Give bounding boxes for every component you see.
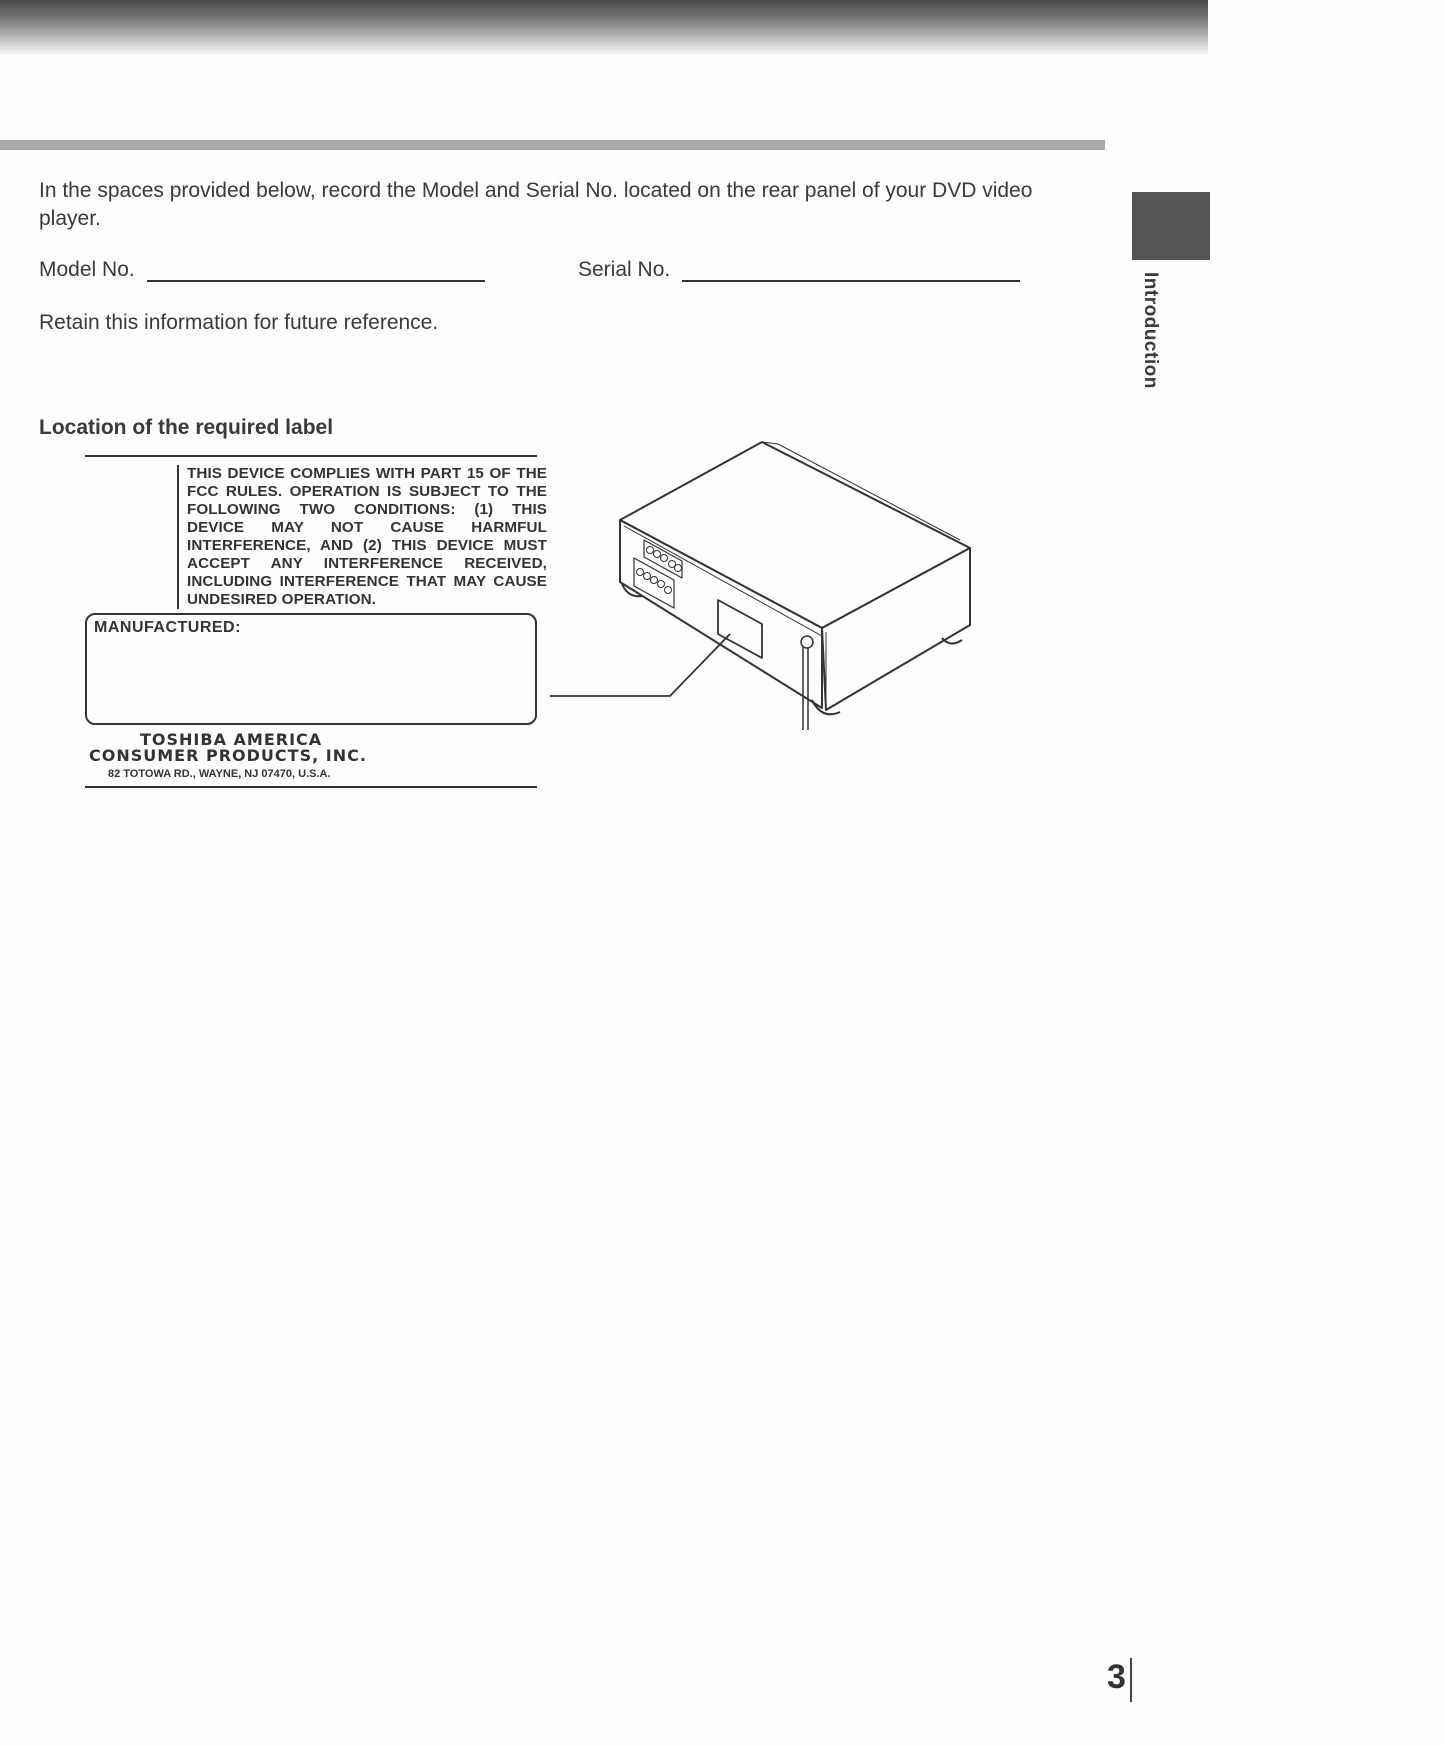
- label-bottom-rule: [85, 786, 537, 788]
- dvd-player-rear-illustration: [550, 430, 980, 730]
- model-number-label: Model No.: [39, 258, 135, 281]
- section-tab-label: Introduction: [1140, 272, 1161, 389]
- company-address: 82 TOTOWA RD., WAYNE, NJ 07470, U.S.A.: [108, 768, 331, 780]
- model-number-blank[interactable]: [147, 262, 485, 282]
- page-number: 3: [1107, 1658, 1126, 1696]
- label-callout-pointer: [550, 634, 730, 696]
- manufactured-box: [85, 613, 537, 725]
- serial-number-label: Serial No.: [578, 258, 671, 281]
- retain-note: Retain this information for future reference.: [39, 311, 439, 334]
- company-name-line1: TOSHIBA AMERICA: [140, 730, 323, 749]
- section-heading: Location of the required label: [39, 416, 334, 439]
- fcc-compliance-text: THIS DEVICE COMPLIES WITH PART 15 OF THE FCC RULES. OPERATION IS SUBJECT TO THE FOLLOWING TWO CONDITIONS: (1) THIS DEVICE MAY NOT CAUSE HARMFUL INTERFERENCE, AND (2) THIS DEVICE MUST ACCEPT ANY INTERFERENCE RECEIVED, INCLUDING INTERFERENCE THAT MAY CAUSE UNDESIRED OPERATION.: [177, 465, 547, 609]
- model-number-field: [39, 258, 485, 282]
- intro-paragraph: In the spaces provided below, record the Model and Serial No. located on the rear panel of your DVD video player.: [39, 179, 1033, 230]
- manufactured-label: MANUFACTURED:: [94, 619, 241, 636]
- header-gradient-band: [0, 0, 1208, 55]
- label-top-rule: [85, 455, 537, 457]
- company-name-line2: CONSUMER PRODUCTS, INC.: [89, 746, 367, 765]
- section-tab-marker: [1132, 192, 1210, 260]
- page-number-bar: [1130, 1658, 1132, 1702]
- header-rule: [0, 140, 1105, 150]
- serial-number-field: [578, 258, 1020, 282]
- serial-number-blank[interactable]: [682, 262, 1020, 282]
